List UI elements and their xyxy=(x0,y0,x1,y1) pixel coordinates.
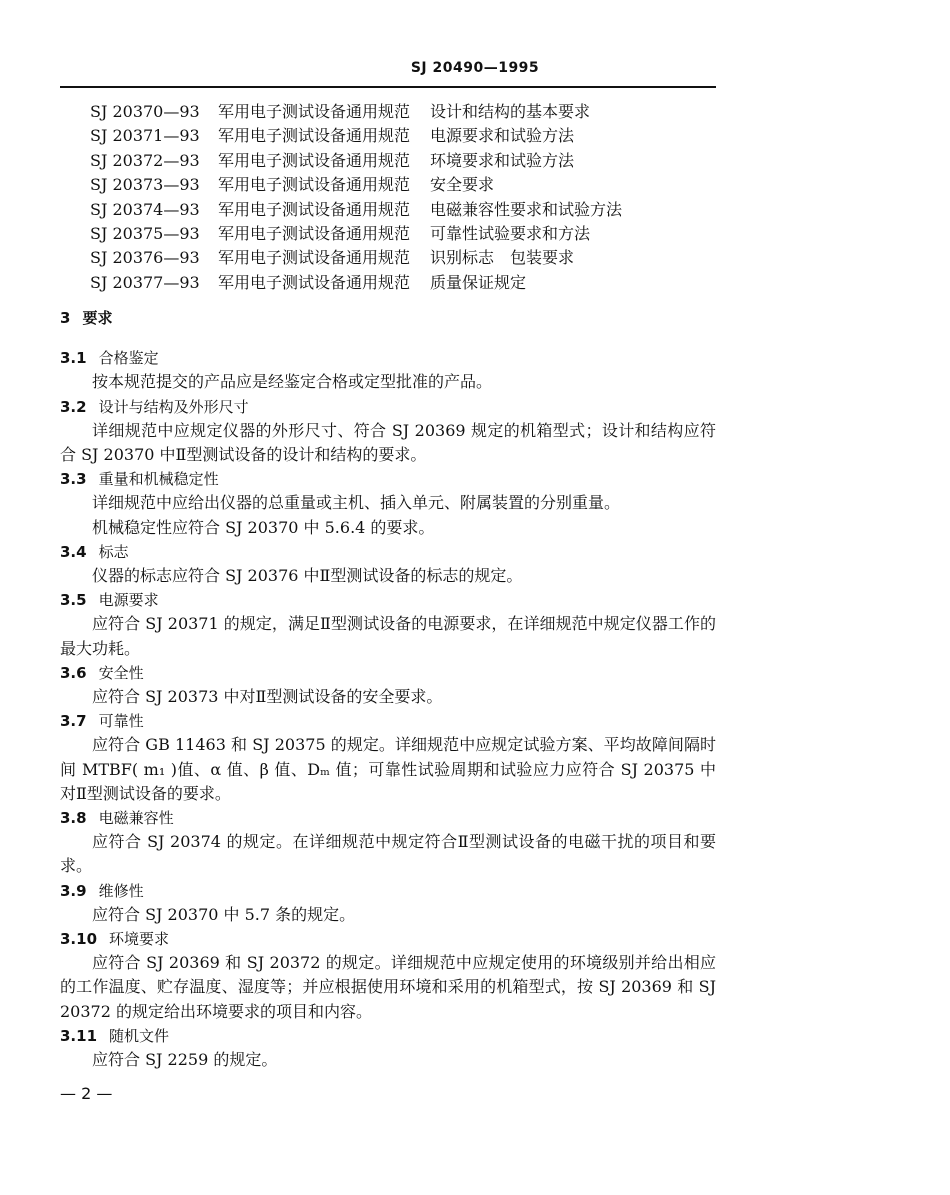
section-number: 3.3 xyxy=(60,470,87,489)
page-header: SJ 20490—1995 xyxy=(410,60,540,76)
reference-code: SJ 20374—93 xyxy=(90,199,200,219)
reference-subject: 环境要求和试验方法 xyxy=(430,150,575,170)
section-heading xyxy=(60,879,716,903)
section-number: 3.9 xyxy=(60,881,87,900)
section-paragraph: 应符合 SJ 20369 和 SJ 20372 的规定。详细规范中应规定使用的环境级别并给出相应的工作温度、贮存温度、湿度等；并应根据使用环境和采用的机箱型式，按 SJ 20369 和 SJ 20372 的规定给出环境要求的项目和内容。 xyxy=(60,953,716,1021)
reference-subject: 可靠性试验要求和方法 xyxy=(430,223,591,243)
reference-series: 军用电子测试设备通用规范 xyxy=(218,175,411,195)
reference-code: SJ 20371—93 xyxy=(90,126,200,146)
section-number: 3.2 xyxy=(60,397,87,416)
section-title: 电源要求 xyxy=(98,591,159,610)
section-title: 设计与结构及外形尺寸 xyxy=(98,397,249,416)
reference-series: 军用电子测试设备通用规范 xyxy=(218,126,411,146)
chapter-number: 3 xyxy=(60,309,71,327)
section-list xyxy=(60,346,716,1072)
section-paragraph: 应符合 SJ 20374 的规定。在详细规范中规定符合Ⅱ型测试设备的电磁干扰的项目和要求。 xyxy=(60,832,716,876)
section-number: 3.10 xyxy=(60,930,98,949)
section-heading xyxy=(60,588,716,612)
section-heading xyxy=(60,709,716,733)
section-heading xyxy=(60,1024,716,1048)
reference-code: SJ 20376—93 xyxy=(90,248,200,268)
section-number: 3.5 xyxy=(60,591,87,610)
section-title: 维修性 xyxy=(98,881,144,900)
reference-row xyxy=(90,198,710,222)
reference-subject: 识别标志 包装要求 xyxy=(430,248,575,268)
section-paragraph: 应符合 SJ 20371 的规定，满足Ⅱ型测试设备的电源要求，在详细规范中规定仪器工作的最大功耗。 xyxy=(60,614,716,658)
reference-code: SJ 20370—93 xyxy=(90,102,200,121)
section-number: 3.1 xyxy=(60,349,87,368)
section-paragraph: 应符合 GB 11463 和 SJ 20375 的规定。详细规范中应规定试验方案、平均故障间隔时间 MTBF( m₁ )值、α 值、β 值、Dₘ 值；可靠性试验周期和试验应力应符合 SJ 20375 中对Ⅱ型测试设备的要求。 xyxy=(60,735,716,803)
reference-row xyxy=(90,173,710,197)
section-paragraph: 应符合 SJ 20370 中 5.7 条的规定。 xyxy=(92,904,356,924)
section-paragraph: 详细规范中应规定仪器的外形尺寸、符合 SJ 20369 规定的机箱型式；设计和结构应符合 SJ 20370 中Ⅱ型测试设备的设计和结构的要求。 xyxy=(60,420,716,465)
reference-subject: 设计和结构的基本要求 xyxy=(430,102,591,121)
reference-series: 军用电子测试设备通用规范 xyxy=(218,248,411,268)
reference-subject: 质量保证规定 xyxy=(430,272,527,292)
section-heading xyxy=(60,395,716,419)
section-heading xyxy=(60,927,716,951)
chapter-heading xyxy=(60,306,716,330)
reference-list xyxy=(90,100,710,295)
reference-series: 军用电子测试设备通用规范 xyxy=(218,223,411,243)
section-heading xyxy=(60,346,716,370)
reference-subject: 安全要求 xyxy=(430,175,495,195)
reference-subject: 电源要求和试验方法 xyxy=(430,126,575,146)
section-number: 3.8 xyxy=(60,809,87,828)
reference-code: SJ 20373—93 xyxy=(90,175,200,195)
reference-row xyxy=(90,149,710,173)
section-paragraph: 机械稳定性应符合 SJ 20370 中 5.6.4 的要求。 xyxy=(92,517,435,537)
section-title: 安全性 xyxy=(98,663,144,682)
reference-series: 军用电子测试设备通用规范 xyxy=(218,272,411,292)
section-title: 标志 xyxy=(98,542,129,561)
section-title: 重量和机械稳定性 xyxy=(98,470,219,489)
reference-row xyxy=(90,124,710,148)
section-heading xyxy=(60,806,716,830)
reference-code: SJ 20375—93 xyxy=(90,223,200,243)
section-title: 可靠性 xyxy=(98,712,144,731)
reference-row xyxy=(90,246,710,270)
section-number: 3.11 xyxy=(60,1026,98,1045)
reference-series: 军用电子测试设备通用规范 xyxy=(218,199,411,219)
reference-subject: 电磁兼容性要求和试验方法 xyxy=(430,199,623,219)
section-heading xyxy=(60,540,716,564)
section-paragraph: 应符合 SJ 2259 的规定。 xyxy=(92,1050,278,1070)
reference-row xyxy=(90,222,710,246)
section-number: 3.6 xyxy=(60,663,87,682)
reference-code: SJ 20372—93 xyxy=(90,150,200,170)
page-number: — 2 — xyxy=(60,1084,113,1103)
section-title: 电磁兼容性 xyxy=(98,809,174,828)
section-paragraph: 仪器的标志应符合 SJ 20376 中Ⅱ型测试设备的标志的规定。 xyxy=(92,566,523,586)
reference-code: SJ 20377—93 xyxy=(90,272,200,292)
section-number: 3.4 xyxy=(60,542,87,561)
header-rule xyxy=(60,86,716,88)
section-title: 合格鉴定 xyxy=(98,349,159,368)
reference-series: 军用电子测试设备通用规范 xyxy=(218,150,411,170)
section-heading xyxy=(60,661,716,685)
reference-row xyxy=(90,100,710,124)
section-title: 随机文件 xyxy=(109,1026,170,1045)
section-heading xyxy=(60,467,716,491)
section-title: 环境要求 xyxy=(109,930,170,949)
section-paragraph: 详细规范中应给出仪器的总重量或主机、插入单元、附属装置的分别重量。 xyxy=(92,493,621,513)
chapter-title: 要求 xyxy=(82,309,113,327)
section-number: 3.7 xyxy=(60,712,87,731)
section-paragraph: 应符合 SJ 20373 中对Ⅱ型测试设备的安全要求。 xyxy=(92,687,443,707)
requirements-content xyxy=(60,306,716,1072)
section-paragraph: 按本规范提交的产品应是经鉴定合格或定型批准的产品。 xyxy=(92,372,493,392)
reference-row xyxy=(90,271,710,295)
reference-series: 军用电子测试设备通用规范 xyxy=(218,102,411,121)
